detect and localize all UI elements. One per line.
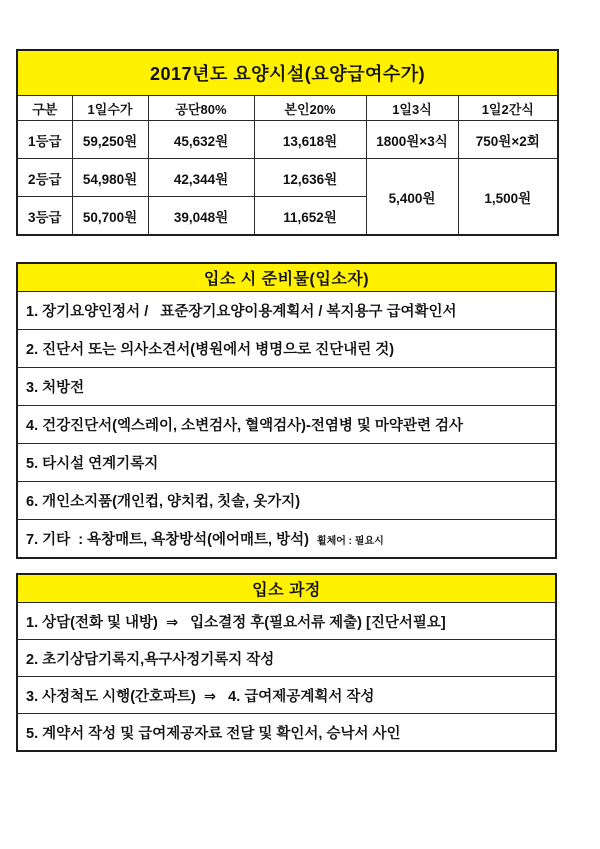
prep-item-4: 4. 건강진단서(엑스레이, 소변검사, 혈액검사)-전염병 및 마약관련 검사 (17, 406, 556, 444)
list-item (17, 292, 556, 330)
list-item (17, 406, 556, 444)
grade-1-corp: 45,632원 (148, 121, 254, 159)
list-item (17, 368, 556, 406)
process-table-title-row (17, 574, 556, 603)
prep-item-1: 1. 장기요양인정서 / 표준장기요양이용계획서 / 복지용구 급여확인서 (17, 292, 556, 330)
grade-3-daily: 50,700원 (72, 197, 148, 236)
list-item (17, 640, 556, 677)
grade-3-corp: 39,048원 (148, 197, 254, 236)
process-step-1: 1. 상담(전화 및 내방) ⇒ 입소결정 후(필요서류 제출) [진단서필요] (17, 603, 556, 640)
prep-item-7-text: 7. 기타 : 욕창매트, 욕창방석(에어매트, 방석) (26, 532, 309, 548)
fee-table-title: 2017년도 요양시설(요양급여수가) (17, 50, 558, 96)
prep-item-2: 2. 진단서 또는 의사소견서(병원에서 병명으로 진단내린 것) (17, 330, 556, 368)
grade-2-self: 12,636원 (254, 159, 366, 197)
col-header-corp-80: 공단80% (148, 96, 254, 121)
process-step-2: 2. 초기상담기록지,욕구사정기록지 작성 (17, 640, 556, 677)
wheelchair-note: 휠체어 : 필요시 (316, 536, 384, 547)
table-row (17, 159, 558, 197)
merged-snack-fee: 1,500원 (458, 159, 558, 236)
grade-1-daily: 59,250원 (72, 121, 148, 159)
grade-3-label: 3등급 (17, 197, 72, 236)
preparation-table (16, 262, 557, 559)
process-step-3: 3. 사정척도 시행(간호파트) ⇒ 4. 급여제공계획서 작성 (17, 677, 556, 714)
col-header-daily-fee: 1일수가 (72, 96, 148, 121)
list-item (17, 603, 556, 640)
col-header-meals: 1일3식 (366, 96, 458, 121)
prep-table-title: 입소 시 준비물(입소자) (17, 263, 556, 292)
col-header-gubun: 구분 (17, 96, 72, 121)
list-item (17, 444, 556, 482)
list-item (17, 714, 556, 752)
merged-meal-fee: 5,400원 (366, 159, 458, 236)
grade-2-label: 2등급 (17, 159, 72, 197)
fee-table (16, 49, 559, 236)
process-table-title: 입소 과정 (17, 574, 556, 603)
fee-table-header-row (17, 96, 558, 121)
list-item (17, 520, 556, 559)
prep-item-6: 6. 개인소지품(개인컵, 양치컵, 칫솔, 옷가지) (17, 482, 556, 520)
col-header-self-20: 본인20% (254, 96, 366, 121)
grade-1-snacks: 750원×2회 (458, 121, 558, 159)
col-header-snacks: 1일2간식 (458, 96, 558, 121)
grade-1-meals: 1800원×3식 (366, 121, 458, 159)
grade-2-daily: 54,980원 (72, 159, 148, 197)
process-table (16, 573, 557, 752)
fee-table-title-row (17, 50, 558, 96)
grade-1-label: 1등급 (17, 121, 72, 159)
grade-3-self: 11,652원 (254, 197, 366, 236)
prep-item-3: 3. 처방전 (17, 368, 556, 406)
prep-table-title-row (17, 263, 556, 292)
prep-item-7 (17, 520, 556, 559)
table-row (17, 121, 558, 159)
list-item (17, 677, 556, 714)
grade-2-corp: 42,344원 (148, 159, 254, 197)
process-step-5: 5. 계약서 작성 및 급여제공자료 전달 및 확인서, 승낙서 사인 (17, 714, 556, 752)
prep-item-5: 5. 타시설 연계기록지 (17, 444, 556, 482)
list-item (17, 482, 556, 520)
list-item (17, 330, 556, 368)
grade-1-self: 13,618원 (254, 121, 366, 159)
